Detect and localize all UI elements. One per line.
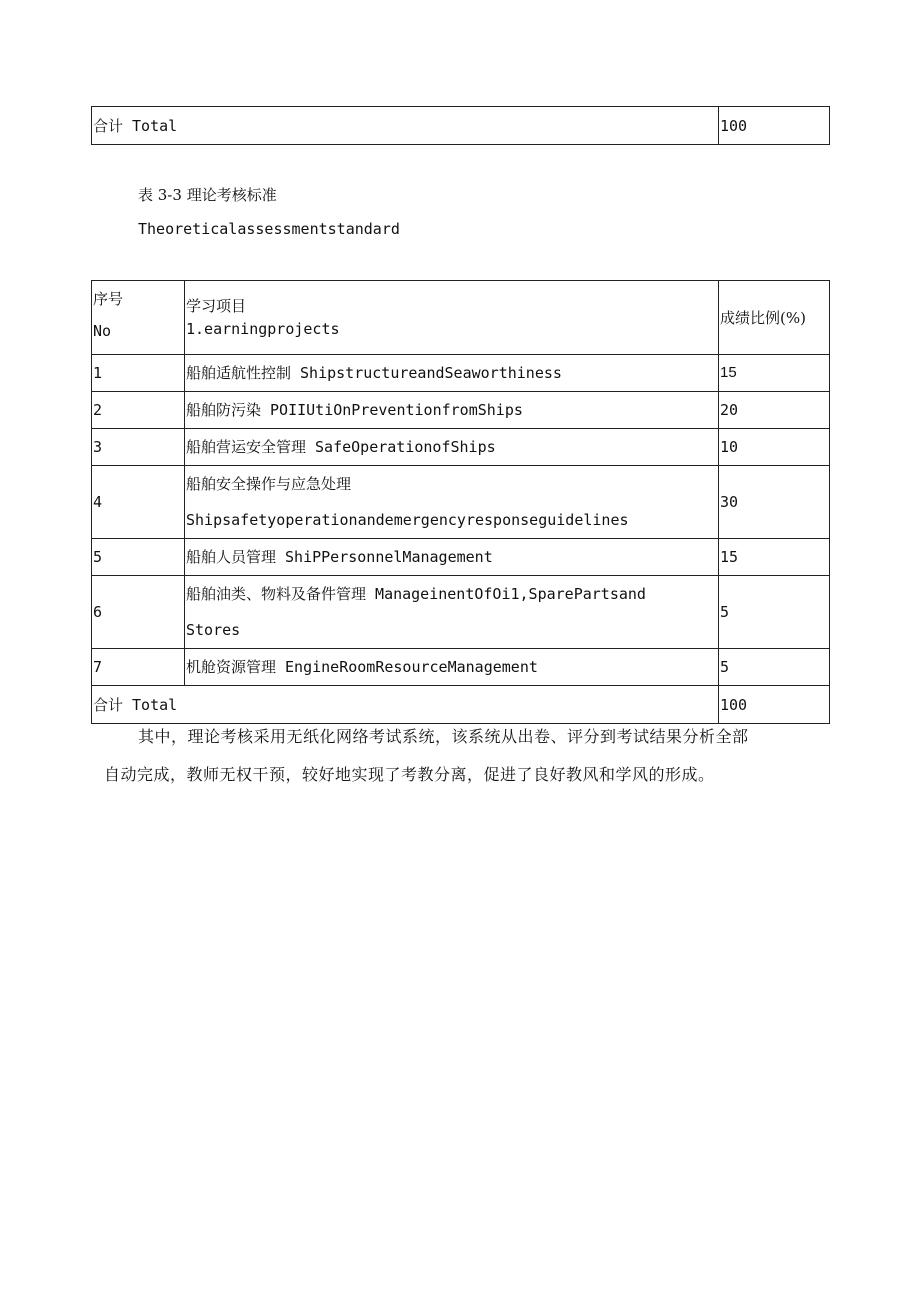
table-header-row — [92, 281, 830, 355]
table-row — [92, 649, 830, 686]
paragraph-line-2: 自动完成，教师无权干预，较好地实现了考教分离，促进了良好教风和学风的形成。 — [104, 765, 715, 784]
header-item-cn: 学习项目 — [186, 297, 247, 315]
row-ratio: 20 — [719, 392, 830, 429]
total-score: 100 — [719, 686, 830, 724]
header-no-cn: 序号 — [93, 290, 124, 308]
table-row — [92, 355, 830, 392]
row-item: 船舶人员管理 ShiPPersonnelManagement — [185, 539, 719, 576]
row-no: 5 — [92, 539, 185, 576]
assessment-table — [91, 280, 830, 724]
header-no — [92, 281, 185, 355]
table-row — [92, 576, 830, 649]
row-no: 3 — [92, 429, 185, 466]
previous-table-total — [91, 106, 830, 145]
table-row — [92, 539, 830, 576]
row-item: 机舱资源管理 EngineRoomResourceManagement — [185, 649, 719, 686]
table-row — [92, 392, 830, 429]
header-item — [185, 281, 719, 355]
paragraph-line-1: 其中，理论考核采用无纸化网络考试系统，该系统从出卷、评分到考试结果分析全部 — [138, 727, 749, 746]
row-ratio: 15 — [719, 355, 830, 392]
row-ratio: 15 — [719, 539, 830, 576]
total-label: 合计 Total — [92, 686, 719, 724]
table-total-row — [92, 686, 830, 724]
table-caption-en: Theoreticalassessmentstandard — [138, 220, 400, 238]
table-caption-cn: 表 3-3 理论考核标准 — [138, 186, 277, 204]
row-item-line2: Shipsafetyoperationandemergencyresponseguidelines — [186, 511, 629, 529]
row-no: 7 — [92, 649, 185, 686]
row-ratio: 10 — [719, 429, 830, 466]
row-no: 2 — [92, 392, 185, 429]
header-ratio: 成绩比例(%) — [719, 281, 830, 355]
row-item: 船舶适航性控制 ShipstructureandSeaworthiness — [185, 355, 719, 392]
row-item — [185, 466, 719, 539]
row-item-line2: Stores — [186, 621, 241, 639]
total-score: 100 — [719, 107, 830, 145]
row-item-line1: 船舶油类、物料及备件管理 ManageinentOfOi1,SparePartsand — [186, 585, 646, 603]
row-ratio: 5 — [719, 576, 830, 649]
row-ratio: 5 — [719, 649, 830, 686]
row-no: 6 — [92, 576, 185, 649]
total-label: 合计 Total — [92, 107, 719, 145]
table-row — [92, 429, 830, 466]
row-no: 4 — [92, 466, 185, 539]
row-item: 船舶营运安全管理 SafeOperationofShips — [185, 429, 719, 466]
table-total-row — [92, 107, 830, 145]
header-no-en: No — [93, 322, 112, 340]
header-item-en: 1.earningprojects — [186, 320, 340, 338]
row-item: 船舶防污染 POIIUtiOnPreventionfromShips — [185, 392, 719, 429]
row-item — [185, 576, 719, 649]
row-no: 1 — [92, 355, 185, 392]
row-item-line1: 船舶安全操作与应急处理 — [186, 475, 352, 493]
table-row — [92, 466, 830, 539]
row-ratio: 30 — [719, 466, 830, 539]
